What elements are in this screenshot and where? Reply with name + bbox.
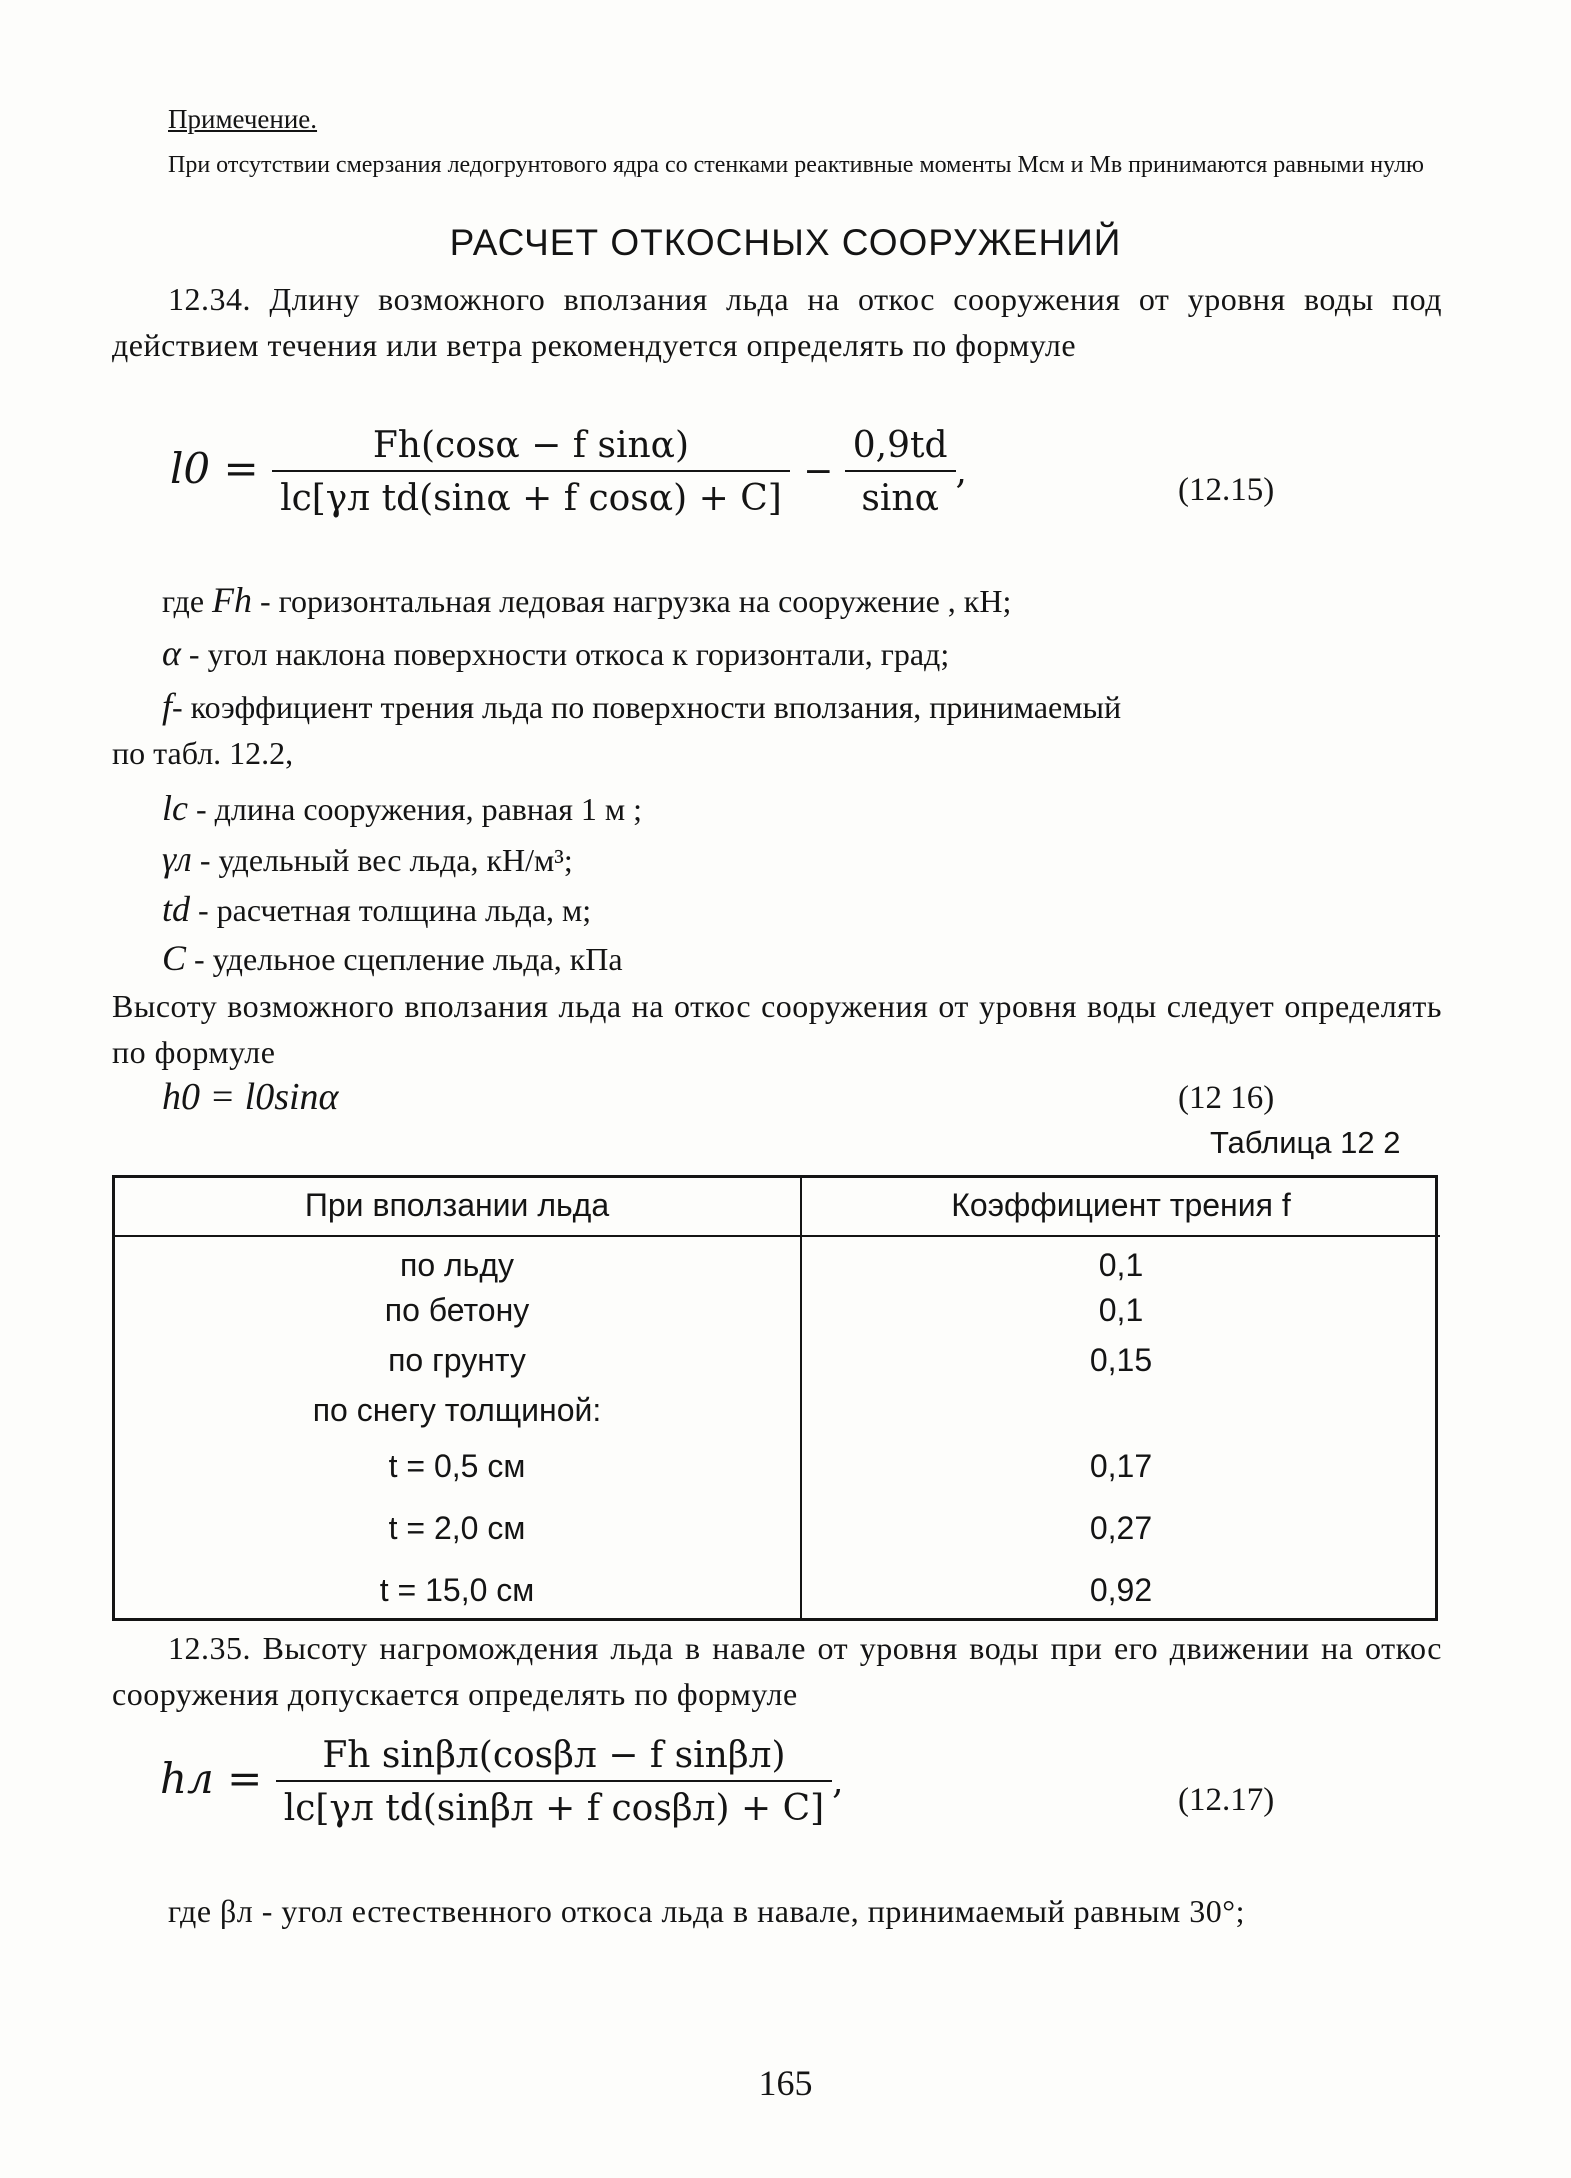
table-row: по снегу толщиной: bbox=[312, 1391, 602, 1428]
formula-12-15-denominator: lc[γл td(sinα + f cosα) + C] bbox=[280, 478, 782, 519]
symbol-td: td bbox=[162, 889, 191, 929]
table-header-col2: Коэффициент трения f bbox=[802, 1175, 1440, 1236]
paragraph-12-35: 12.35. Высоту нагромождения льда в навале от уровня воды при его движении на откос сооружения допускается определять по формуле bbox=[112, 1630, 1442, 1712]
symbol-lc: lc bbox=[162, 788, 188, 828]
symbol-c: C bbox=[162, 938, 187, 978]
definition-fh: где Fh - горизонтальная ледовая нагрузка на сооружение , кН; bbox=[162, 580, 1012, 620]
formula-12-15-numerator-2: 0,9td bbox=[845, 425, 956, 472]
formula-12-17: hл = $\frac{\text{Fh sinβл(cosβл − f sinβл)}}{\text{lc[γл td(sinβл + f cosβл) + C]}}$ , bbox=[160, 1735, 844, 1829]
paragraph-12-34: 12.34. Длину возможного вползания льда на откос сооружения от уровня воды под действием течения или ветра рекомендуется определять по формуле bbox=[112, 281, 1442, 363]
friction-table bbox=[112, 1175, 1440, 1621]
equation-number-12-15: (12.15) bbox=[1178, 472, 1275, 508]
definition-gamma: γл - удельный вес льда, кН/м³; bbox=[162, 839, 573, 879]
table-caption: Таблица 12 2 bbox=[1210, 1125, 1401, 1160]
symbol-fh: Fh bbox=[212, 580, 253, 620]
formula-12-15-denominator-2: sinα bbox=[861, 478, 939, 519]
formula-12-17-lhs: hл = bbox=[160, 1754, 263, 1803]
formula-12-15: l0 = $\frac{\text{Fh(cosα − f sinα)}}{\text{lc[γл td(sinα + f cosα) + C]}}$ − $\frac{0,9td}{\sin\alpha}$ , bbox=[170, 425, 967, 519]
table-row: t = 0,5 см 0,17 bbox=[388, 1447, 1153, 1484]
table-row: по грунту 0,15 bbox=[388, 1341, 1153, 1378]
paragraph-beta: где βл - угол естественного откоса льда в навале, принимаемый равным 30°; bbox=[168, 1893, 1245, 1929]
section-heading: РАСЧЕТ ОТКОСНЫХ СООРУЖЕНИЙ bbox=[449, 222, 1122, 263]
definition-lc: lc - длина сооружения, равная 1 м ; bbox=[162, 788, 643, 828]
formula-12-17-denominator: lc[γл td(sinβл + f cosβл) + C] bbox=[283, 1788, 825, 1829]
paragraph-height: Высоту возможного вползания льда на откос сооружения от уровня воды следует определять по формуле bbox=[112, 988, 1442, 1070]
definition-f-continued: по табл. 12.2, bbox=[112, 735, 294, 771]
note-title: Примечение. bbox=[168, 104, 318, 134]
formula-12-15-numerator: Fh(cosα − f sinα) bbox=[272, 425, 790, 472]
page-number: 165 bbox=[758, 2063, 813, 2103]
note-text: При отсутствии смерзания ледогрунтового ядра со стенками реактивные моменты Mcм и Mв принимаются равными нулю bbox=[168, 152, 1424, 178]
formula-12-15-second-fraction bbox=[845, 425, 956, 519]
formula-12-17-fraction bbox=[276, 1735, 832, 1829]
table-row: t = 2,0 см 0,27 bbox=[388, 1509, 1153, 1546]
formula-12-15-main-fraction bbox=[272, 425, 790, 519]
table-row: t = 15,0 см 0,92 bbox=[379, 1571, 1153, 1608]
symbol-f: f bbox=[162, 686, 173, 726]
formula-12-16: h0 = l0sinα bbox=[162, 1076, 339, 1118]
formula-12-17-numerator: Fh sinβл(cosβл − f sinβл) bbox=[276, 1735, 832, 1782]
equation-number-12-16: (12 16) bbox=[1178, 1080, 1275, 1116]
table-row: по бетону 0,1 bbox=[384, 1291, 1144, 1328]
equation-number-12-17: (12.17) bbox=[1178, 1782, 1275, 1818]
definition-c: C - удельное сцепление льда, кПа bbox=[162, 938, 623, 978]
definition-alpha: α - угол наклона поверхности откоса к горизонтали, град; bbox=[162, 633, 950, 673]
table-header-col1: При вползании льда bbox=[112, 1175, 802, 1236]
symbol-gamma: γл bbox=[162, 839, 192, 879]
table-row: по льду 0,1 bbox=[399, 1247, 1144, 1283]
definition-f: f- коэффициент трения льда по поверхности вползания, принимаемый bbox=[162, 686, 1122, 726]
symbol-alpha: α bbox=[162, 633, 181, 673]
formula-12-15-lhs: l0 = bbox=[170, 444, 259, 493]
definition-td: td - расчетная толщина льда, м; bbox=[162, 889, 592, 929]
